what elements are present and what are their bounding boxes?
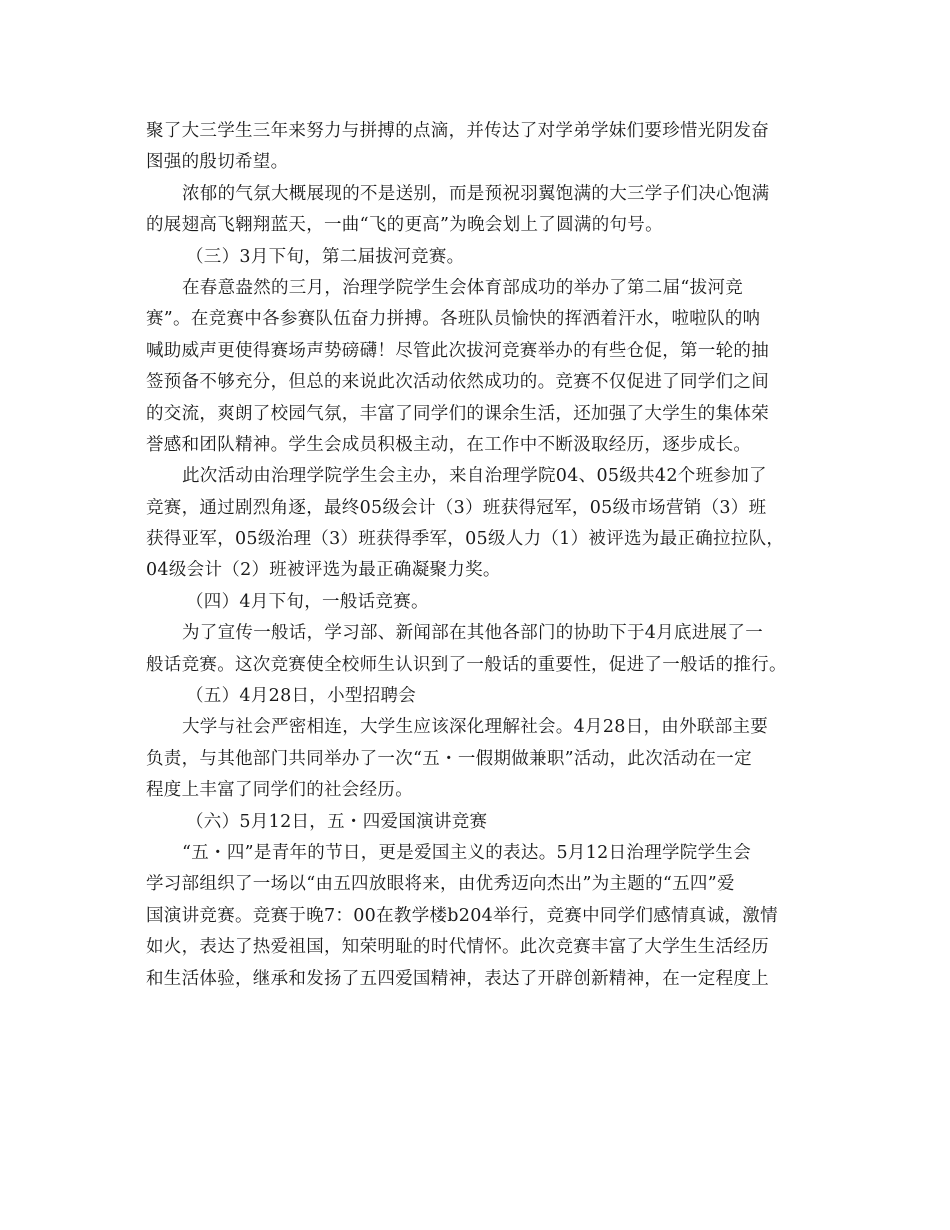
paragraph-start-line: 大学与社会严密相连，大学生应该深化理解社会。4月28日，由外联部主要	[182, 717, 769, 738]
text-line: 的展翅高飞翱翔蓝天，一曲“飞的更高”为晚会划上了圆满的句号。	[146, 215, 663, 236]
text-line: 喊助威声更使得赛场声势磅礴！尽管此次拔河竞赛举办的有些仓促，第一轮的抽	[146, 340, 769, 361]
text-line: 程度上丰富了同学们的社会经历。	[146, 780, 413, 801]
text-line: 获得亚军，05级治理（3）班获得季军，05级人力（1）被评选为最正确拉拉队，	[146, 529, 785, 550]
text-line: 誉感和团队精神。学生会成员积极主动，在工作中不断汲取经历，逐步成长。	[146, 434, 752, 455]
section-heading: （五）4月28日，小型招聘会	[186, 686, 417, 707]
text-line: 负责，与其他部门共同举办了一次“五・一假期做兼职”活动，此次活动在一定	[146, 748, 752, 769]
paragraph-start-line: 为了宣传一般话，学习部、新闻部在其他各部门的协助下于4月底进展了一	[182, 623, 764, 644]
text-line: 般话竞赛。这次竞赛使全校师生认识到了一般话的重要性，促进了一般话的推行。	[146, 654, 787, 675]
text-line: 竞赛，通过剧烈角逐，最终05级会计（3）班获得冠军，05级市场营销（3）班	[146, 497, 767, 518]
paragraph-start-line: 浓郁的气氛大概展现的不是送别，而是预祝羽翼饱满的大三学子们决心饱满	[182, 183, 770, 204]
section-heading: （六）5月12日，五・四爱国演讲竞赛	[186, 811, 488, 832]
text-line: 国演讲竞赛。竞赛于晚7：00在教学楼b204举行，竞赛中同学们感情真诚，激情	[146, 905, 778, 926]
section-heading: （四）4月下旬，一般话竞赛。	[186, 591, 429, 612]
section-heading: （三）3月下旬，第二届拔河竞赛。	[186, 246, 465, 267]
text-line: 04级会计（2）班被评选为最正确凝聚力奖。	[146, 560, 501, 581]
text-line: 图强的殷切希望。	[146, 152, 289, 173]
paragraph-start-line: 在春意盎然的三月，治理学院学生会体育部成功的举办了第二届“拔河竞	[182, 277, 744, 298]
document-page	[146, 116, 810, 995]
text-line: 如火，表达了热爱祖国，知荣明耻的时代情怀。此次竞赛丰富了大学生生活经历	[146, 937, 769, 958]
text-line: 聚了大三学生三年来努力与拼搏的点滴，并传达了对学弟学妹们要珍惜光阴发奋	[146, 121, 769, 141]
text-line: 赛”。在竞赛中各参赛队伍奋力拼搏。各班队员愉快的挥洒着汗水，啦啦队的呐	[146, 309, 761, 330]
paragraph-start-line: 此次活动由治理学院学生会主办，来自治理学院04、05级共42个班参加了	[182, 466, 767, 487]
text-line: 学习部组织了一场以“由五四放眼将来，由优秀迈向杰出”为主题的“五四”爱	[146, 874, 735, 895]
text-line: 的交流，爽朗了校园气氛，丰富了同学们的课余生活，还加强了大学生的集体荣	[146, 403, 769, 424]
text-line: 和生活体验，继承和发扬了五四爱国精神，表达了开辟创新精神，在一定程度上	[146, 968, 769, 989]
paragraph-start-line: “五・四”是青年的节日，更是爱国主义的表达。5月12日治理学院学生会	[182, 842, 751, 863]
text-line: 签预备不够充分，但总的来说此次活动依然成功的。竞赛不仅促进了同学们之间	[146, 372, 769, 393]
